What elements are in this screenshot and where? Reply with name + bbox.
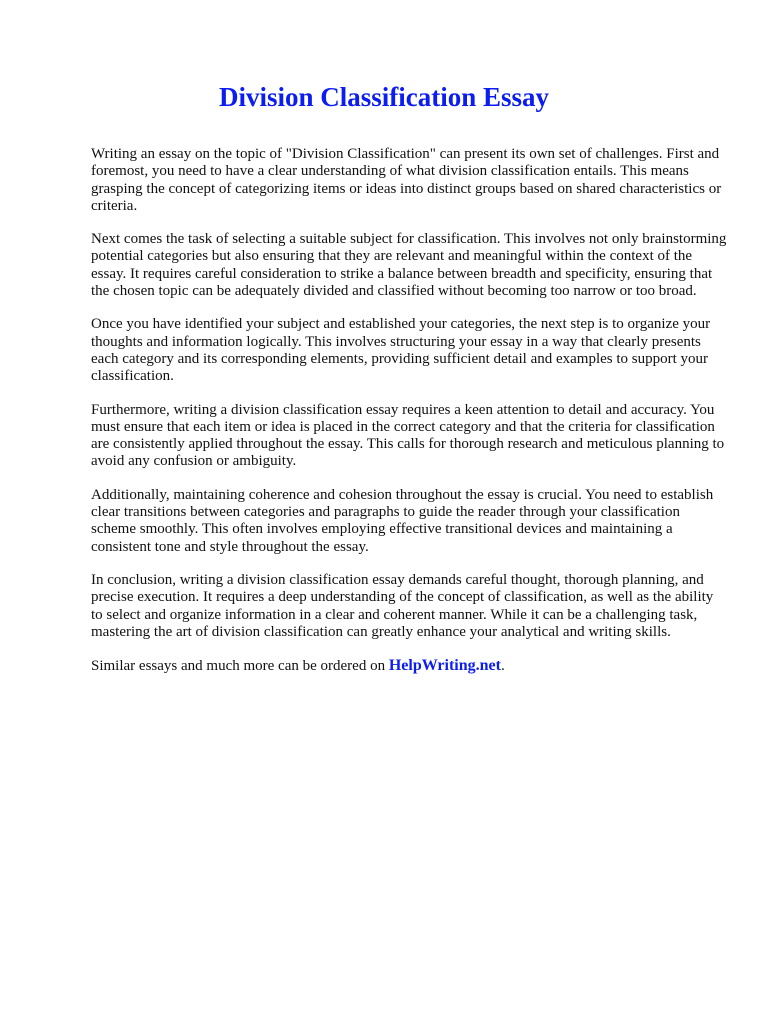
document-title: Division Classification Essay <box>218 82 550 112</box>
paragraph-1: Writing an essay on the topic of "Division Classification" can present its own set of challenges. First and foremost, you need to have a clear understanding of what division classification entails. This means grasping the concept of categorizing items or ideas into distinct groups based on shared characteristics or criteria. <box>91 146 722 214</box>
paragraph-2: Next comes the task of selecting a suitable subject for classification. This involves not only brainstorming potential categories but also ensuring that they are relevant and meaningful within the context of the essay. It requires careful consideration to strike a balance between breadth and specificity, ensuring that the chosen topic can be adequately divided and classified without becoming too narrow or too broad. <box>91 231 727 300</box>
footer-text: Similar essays and much more can be ordered on <box>91 658 389 675</box>
helpwriting-link[interactable]: HelpWriting.net <box>388 657 501 675</box>
order-footer <box>91 657 727 675</box>
paragraph-4: Furthermore, writing a division classification essay requires a keen attention to detail and accuracy. You must ensure that each item or idea is placed in the correct category and that the criteria for classification are consistently applied throughout the essay. This calls for thorough research and meticulous planning to avoid any confusion or ambiguity. <box>91 401 725 470</box>
paragraph-5: Additionally, maintaining coherence and cohesion throughout the essay is crucial. You need to establish clear transitions between categories and paragraphs to guide the reader through your classification scheme smoothly. This often involves employing effective transitional devices and maintaining a consistent tone and style throughout the essay. <box>91 486 714 555</box>
footer-period: . <box>500 658 505 675</box>
paragraph-3: Once you have identified your subject and established your categories, the next step is to organize your thoughts and information logically. This involves structuring your essay in a way that clearly presents each category and its corresponding elements, providing sufficient detail and examples to support your classification. <box>91 316 711 385</box>
document-body <box>91 146 727 691</box>
paragraph-6: In conclusion, writing a division classification essay demands careful thought, thorough planning, and precise execution. It requires a deep understanding of the concept of classification, as well as the ability to select and organize information in a clear and coherent manner. While it can be a challenging task, mastering the art of division classification can greatly enhance your analytical and writing skills. <box>91 571 714 640</box>
